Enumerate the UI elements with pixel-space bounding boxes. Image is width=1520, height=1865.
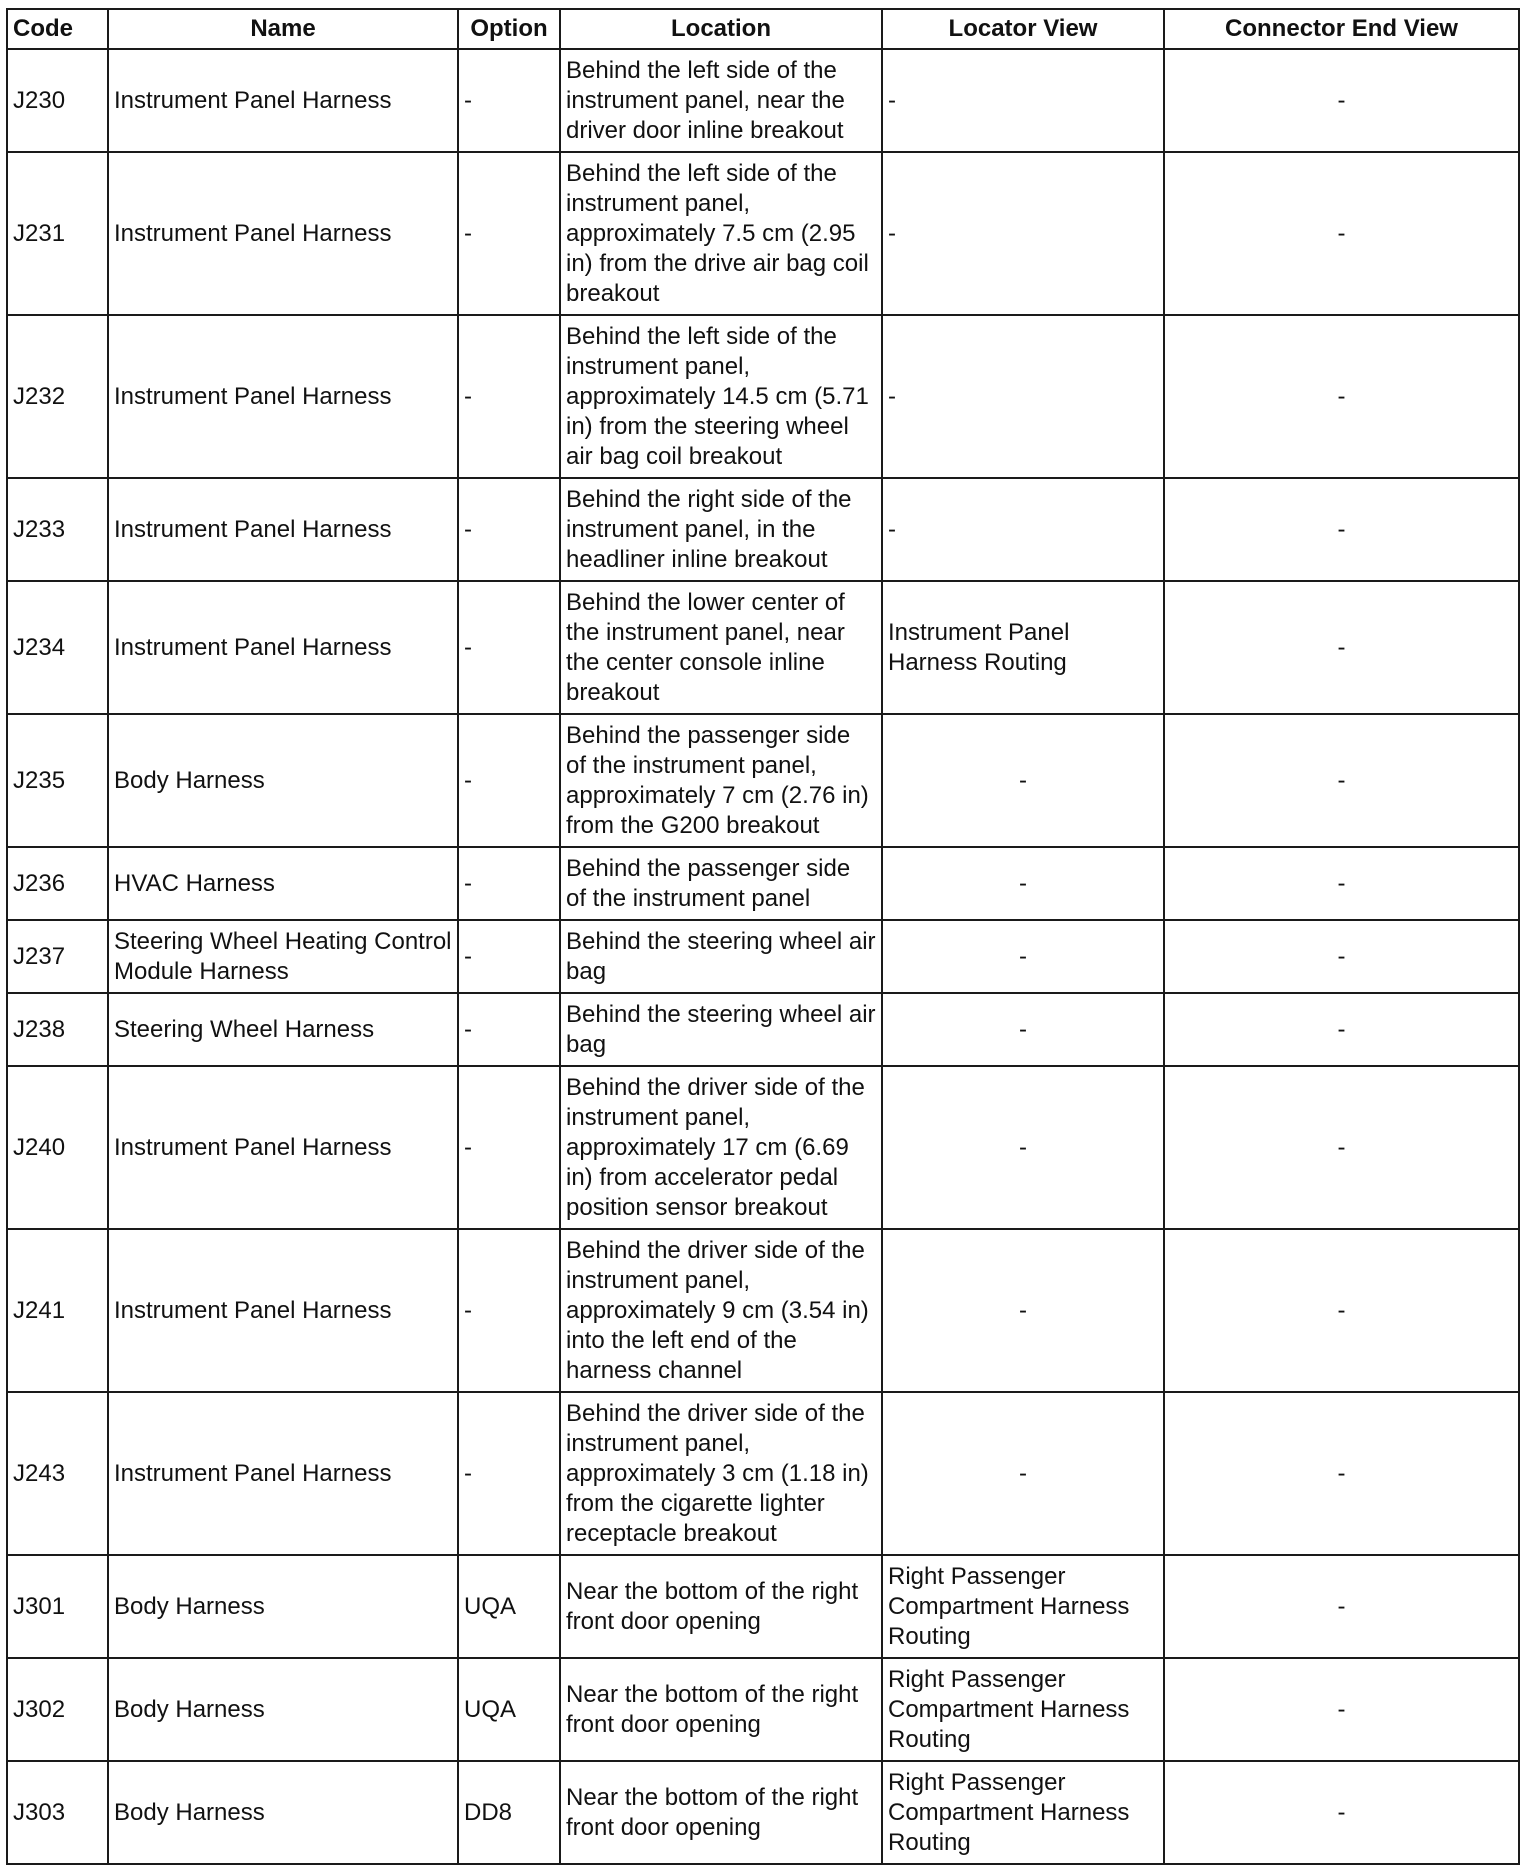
cell-name: Instrument Panel Harness bbox=[108, 152, 458, 315]
cell-option: DD8 bbox=[458, 1761, 560, 1864]
cell-name: Instrument Panel Harness bbox=[108, 1392, 458, 1555]
cell-option: - bbox=[458, 920, 560, 993]
cell-name: Instrument Panel Harness bbox=[108, 581, 458, 714]
cell-location: Behind the lower center of the instrument panel, near the center console inline breakout bbox=[560, 581, 882, 714]
table-row bbox=[7, 847, 1519, 920]
cell-location: Near the bottom of the right front door opening bbox=[560, 1761, 882, 1864]
cell-code: J237 bbox=[7, 920, 108, 993]
cell-locator-view: - bbox=[882, 847, 1164, 920]
cell-location: Behind the driver side of the instrument panel, approximately 9 cm (3.54 in) into the left end of the harness channel bbox=[560, 1229, 882, 1392]
cell-connector-end-view: - bbox=[1164, 1392, 1519, 1555]
cell-option: - bbox=[458, 152, 560, 315]
cell-location: Behind the left side of the instrument panel, approximately 14.5 cm (5.71 in) from the steering wheel air bag coil breakout bbox=[560, 315, 882, 478]
table-row bbox=[7, 714, 1519, 847]
cell-connector-end-view: - bbox=[1164, 1761, 1519, 1864]
cell-connector-end-view: - bbox=[1164, 152, 1519, 315]
cell-connector-end-view: - bbox=[1164, 581, 1519, 714]
table-row bbox=[7, 49, 1519, 152]
cell-location: Behind the steering wheel air bag bbox=[560, 920, 882, 993]
cell-code: J243 bbox=[7, 1392, 108, 1555]
cell-location: Behind the passenger side of the instrument panel, approximately 7 cm (2.76 in) from the G200 breakout bbox=[560, 714, 882, 847]
cell-connector-end-view: - bbox=[1164, 478, 1519, 581]
cell-location: Behind the steering wheel air bag bbox=[560, 993, 882, 1066]
cell-code: J230 bbox=[7, 49, 108, 152]
cell-locator-view: - bbox=[882, 714, 1164, 847]
header-connector-end-view: Connector End View bbox=[1164, 9, 1519, 49]
table-row bbox=[7, 478, 1519, 581]
cell-locator-view: - bbox=[882, 1229, 1164, 1392]
table-row bbox=[7, 1066, 1519, 1229]
cell-code: J235 bbox=[7, 714, 108, 847]
cell-locator-view: Right Passenger Compartment Harness Routing bbox=[882, 1555, 1164, 1658]
header-location: Location bbox=[560, 9, 882, 49]
cell-option: - bbox=[458, 847, 560, 920]
cell-locator-view: - bbox=[882, 49, 1164, 152]
cell-location: Near the bottom of the right front door opening bbox=[560, 1555, 882, 1658]
cell-locator-view: Instrument Panel Harness Routing bbox=[882, 581, 1164, 714]
cell-code: J231 bbox=[7, 152, 108, 315]
cell-option: - bbox=[458, 315, 560, 478]
cell-name: Instrument Panel Harness bbox=[108, 49, 458, 152]
table-row bbox=[7, 920, 1519, 993]
cell-location: Behind the left side of the instrument panel, near the driver door inline breakout bbox=[560, 49, 882, 152]
header-row bbox=[7, 9, 1519, 49]
cell-name: Body Harness bbox=[108, 1658, 458, 1761]
cell-locator-view: - bbox=[882, 315, 1164, 478]
cell-name: Instrument Panel Harness bbox=[108, 1066, 458, 1229]
connector-table bbox=[6, 8, 1520, 1865]
cell-option: - bbox=[458, 993, 560, 1066]
cell-location: Behind the right side of the instrument panel, in the headliner inline breakout bbox=[560, 478, 882, 581]
cell-name: Instrument Panel Harness bbox=[108, 478, 458, 581]
cell-name: HVAC Harness bbox=[108, 847, 458, 920]
header-option: Option bbox=[458, 9, 560, 49]
cell-locator-view: Right Passenger Compartment Harness Routing bbox=[882, 1761, 1164, 1864]
cell-locator-view: - bbox=[882, 1392, 1164, 1555]
cell-connector-end-view: - bbox=[1164, 1229, 1519, 1392]
header-name: Name bbox=[108, 9, 458, 49]
cell-connector-end-view: - bbox=[1164, 1658, 1519, 1761]
cell-option: - bbox=[458, 581, 560, 714]
cell-locator-view: - bbox=[882, 152, 1164, 315]
cell-locator-view: - bbox=[882, 478, 1164, 581]
cell-code: J241 bbox=[7, 1229, 108, 1392]
cell-name: Instrument Panel Harness bbox=[108, 315, 458, 478]
cell-connector-end-view: - bbox=[1164, 1555, 1519, 1658]
cell-code: J233 bbox=[7, 478, 108, 581]
cell-code: J236 bbox=[7, 847, 108, 920]
cell-locator-view: - bbox=[882, 993, 1164, 1066]
table-row bbox=[7, 581, 1519, 714]
cell-name: Body Harness bbox=[108, 714, 458, 847]
header-code: Code bbox=[7, 9, 108, 49]
cell-connector-end-view: - bbox=[1164, 1066, 1519, 1229]
table-row bbox=[7, 1658, 1519, 1761]
cell-name: Instrument Panel Harness bbox=[108, 1229, 458, 1392]
table-row bbox=[7, 1229, 1519, 1392]
cell-name: Steering Wheel Harness bbox=[108, 993, 458, 1066]
cell-connector-end-view: - bbox=[1164, 920, 1519, 993]
cell-connector-end-view: - bbox=[1164, 993, 1519, 1066]
cell-location: Behind the left side of the instrument panel, approximately 7.5 cm (2.95 in) from the drive air bag coil breakout bbox=[560, 152, 882, 315]
table-row bbox=[7, 993, 1519, 1066]
cell-option: UQA bbox=[458, 1555, 560, 1658]
table-row bbox=[7, 1555, 1519, 1658]
cell-name: Steering Wheel Heating Control Module Harness bbox=[108, 920, 458, 993]
cell-code: J238 bbox=[7, 993, 108, 1066]
cell-name: Body Harness bbox=[108, 1761, 458, 1864]
cell-option: - bbox=[458, 1229, 560, 1392]
cell-option: - bbox=[458, 714, 560, 847]
table-row bbox=[7, 1392, 1519, 1555]
cell-location: Behind the driver side of the instrument panel, approximately 17 cm (6.69 in) from accelerator pedal position sensor breakout bbox=[560, 1066, 882, 1229]
cell-location: Behind the passenger side of the instrument panel bbox=[560, 847, 882, 920]
cell-connector-end-view: - bbox=[1164, 847, 1519, 920]
cell-code: J232 bbox=[7, 315, 108, 478]
cell-code: J234 bbox=[7, 581, 108, 714]
cell-option: - bbox=[458, 1066, 560, 1229]
cell-code: J301 bbox=[7, 1555, 108, 1658]
cell-locator-view: - bbox=[882, 920, 1164, 993]
cell-connector-end-view: - bbox=[1164, 714, 1519, 847]
cell-code: J240 bbox=[7, 1066, 108, 1229]
cell-location: Near the bottom of the right front door opening bbox=[560, 1658, 882, 1761]
cell-connector-end-view: - bbox=[1164, 49, 1519, 152]
table-row bbox=[7, 315, 1519, 478]
connector-table-sheet bbox=[6, 8, 1520, 1865]
cell-option: - bbox=[458, 49, 560, 152]
table-row bbox=[7, 152, 1519, 315]
cell-code: J303 bbox=[7, 1761, 108, 1864]
cell-location: Behind the driver side of the instrument panel, approximately 3 cm (1.18 in) from the cigarette lighter receptacle breakout bbox=[560, 1392, 882, 1555]
cell-option: - bbox=[458, 1392, 560, 1555]
cell-locator-view: - bbox=[882, 1066, 1164, 1229]
table-row bbox=[7, 1761, 1519, 1864]
cell-name: Body Harness bbox=[108, 1555, 458, 1658]
header-locator-view: Locator View bbox=[882, 9, 1164, 49]
cell-code: J302 bbox=[7, 1658, 108, 1761]
cell-option: - bbox=[458, 478, 560, 581]
cell-locator-view: Right Passenger Compartment Harness Routing bbox=[882, 1658, 1164, 1761]
cell-option: UQA bbox=[458, 1658, 560, 1761]
cell-connector-end-view: - bbox=[1164, 315, 1519, 478]
